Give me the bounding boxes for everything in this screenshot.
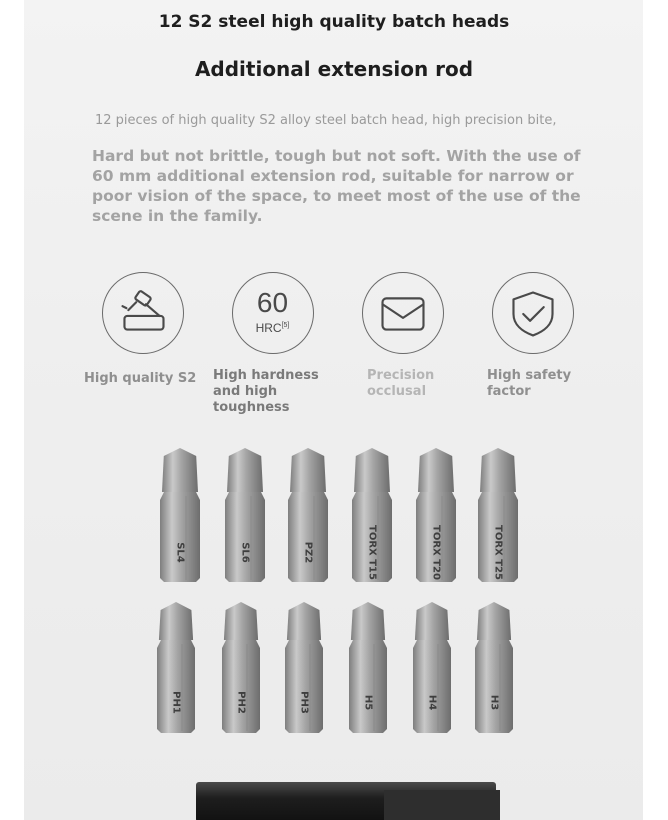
bit-label-top-3: TORX T15 (366, 525, 378, 580)
title-line-1: 12 S2 steel high quality batch heads (158, 12, 510, 32)
bit-tip (159, 602, 193, 640)
bit-label-bottom-3: H5 (362, 694, 374, 710)
feature-label-safety: High safety factor (487, 368, 572, 399)
feature-label-s2: High quality S2 (84, 371, 197, 386)
bit-tip (162, 448, 198, 492)
bit-tip (477, 602, 511, 640)
bit-tip (290, 448, 326, 492)
feature-label-hardness: High hardness and high toughness (213, 368, 319, 415)
intro-line: 12 pieces of high quality S2 alloy steel batch head, high precision bite, (95, 113, 557, 128)
bit-tip (354, 448, 390, 492)
bit-label-bottom-4: H4 (426, 694, 438, 710)
bit-label-top-2: PZ2 (302, 541, 314, 564)
bit-label-top-5: TORX T25 (492, 525, 504, 580)
bit-label-bottom-2: PH3 (298, 690, 310, 714)
bit-tip (287, 602, 321, 640)
bit-tip (480, 448, 516, 492)
bit-label-top-4: TORX T20 (430, 525, 442, 580)
bit-label-top-0: SL4 (174, 542, 186, 563)
bit-label-bottom-1: PH2 (235, 690, 247, 714)
bit-tip (418, 448, 454, 492)
hrc-unit: HRC (255, 321, 282, 335)
bit-tip (227, 448, 263, 492)
bit-label-top-1: SL6 (239, 542, 251, 563)
bit-label-bottom-5: H3 (488, 694, 500, 710)
hrc-number: 60 (256, 287, 289, 318)
feature-label-precision: Precision occlusal (367, 368, 435, 399)
intro-paragraph: Hard but not brittle, tough but not soft. With the use of 60 mm additional extension rod, suitable for narrow or poor vision of the space, to meet most of the use of the scene in the family. (92, 147, 581, 225)
bit-tip (415, 602, 449, 640)
bit-label-bottom-0: PH1 (170, 690, 182, 714)
bit-tip (224, 602, 258, 640)
title-line-2: Additional extension rod (194, 57, 474, 81)
extension-rod-hex-end (384, 790, 500, 820)
bit-tip (351, 602, 385, 640)
hrc-sup: [5] (281, 322, 290, 329)
